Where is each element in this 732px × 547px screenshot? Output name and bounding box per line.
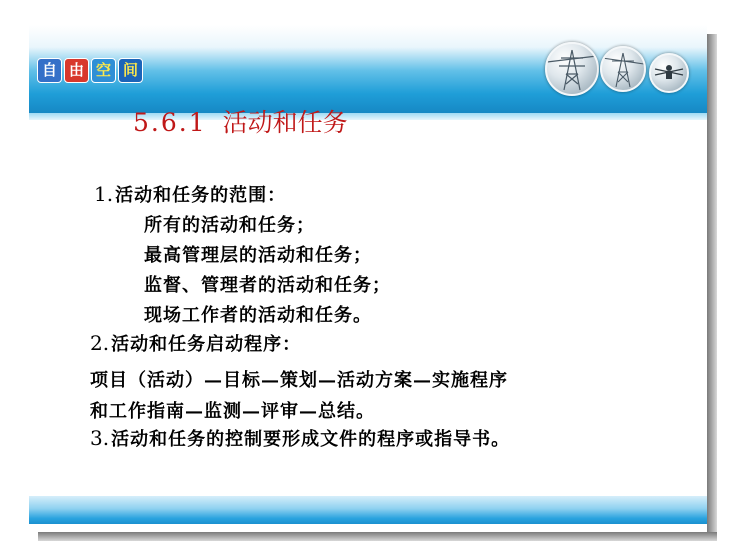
slide-shadow-bottom [38, 532, 717, 541]
power-tower-icon [545, 42, 599, 96]
logo-char: 间 [118, 58, 143, 83]
slide-shadow-right [707, 34, 717, 540]
item-marker: 1. [94, 182, 114, 206]
slide-title [133, 103, 348, 139]
item-marker: 3. [90, 426, 110, 450]
item-text: 项目（活动）—目标—策划—活动方案—实施程序 [90, 370, 508, 391]
item-marker: 2. [90, 331, 110, 355]
item-text: 现场工作者的活动和任务。 [144, 305, 372, 326]
item-text: 活动和任务启动程序： [111, 334, 302, 355]
bottom-bar [29, 496, 707, 524]
power-tower-icon [600, 46, 646, 92]
list-item [94, 181, 286, 207]
list-item [144, 271, 391, 297]
list-item [90, 425, 510, 451]
power-line-worker-icon [649, 53, 689, 93]
list-item [90, 366, 508, 392]
logo-char: 由 [64, 58, 89, 83]
logo-char: 空 [91, 58, 116, 83]
item-text: 最高管理层的活动和任务； [144, 245, 372, 266]
logo-char: 自 [37, 58, 62, 83]
list-item [144, 301, 372, 327]
header-stripe [29, 113, 707, 120]
logo [37, 57, 143, 83]
item-text: 和工作指南—监测—评审—总结。 [90, 401, 375, 422]
item-text: 所有的活动和任务； [144, 215, 315, 236]
title-number: 5.6.1 [133, 108, 207, 137]
list-item [144, 211, 315, 237]
list-item [90, 330, 301, 356]
list-item [144, 241, 372, 267]
item-text: 活动和任务的范围： [115, 185, 287, 206]
item-text: 监督、管理者的活动和任务； [144, 275, 391, 296]
item-text: 活动和任务的控制要形成文件的程序或指导书。 [111, 429, 511, 450]
title-text: 活动和任务 [222, 108, 348, 137]
list-item [90, 397, 375, 423]
